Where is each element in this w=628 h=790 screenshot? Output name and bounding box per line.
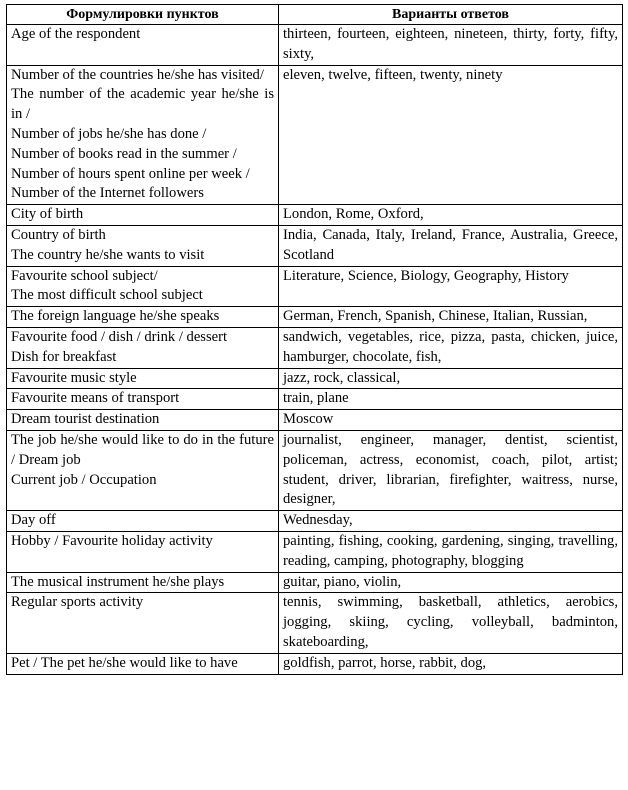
item-text: City of birth — [11, 206, 84, 223]
answers-cell: Moscow — [279, 410, 623, 431]
table-row — [7, 65, 623, 205]
item-cell — [7, 65, 279, 205]
answers-cell: painting, fishing, cooking, gardening, singing, travelling, reading, camping, photography, blogging — [279, 531, 623, 572]
table-row — [7, 25, 623, 66]
item-cell — [7, 511, 279, 532]
item-cell — [7, 25, 279, 66]
item-text: Number of jobs he/she has done / — [11, 125, 207, 142]
item-text: Favourite school subject/ — [11, 267, 158, 284]
item-cell — [7, 368, 279, 389]
answers-cell: thirteen, fourteen, eighteen, nineteen, thirty, forty, fifty, sixty, — [279, 25, 623, 66]
table-row — [7, 531, 623, 572]
item-text: Number of books read in the summer / — [11, 145, 237, 162]
item-cell — [7, 410, 279, 431]
answers-cell: Literature, Science, Biology, Geography, History — [279, 266, 623, 307]
item-text: The country he/she wants to visit — [11, 246, 205, 263]
item-text: The most difficult school subject — [11, 287, 203, 304]
item-text: Current job / Occupation — [11, 471, 157, 488]
answers-cell: journalist, engineer, manager, dentist, scientist, policeman, actress, economist, coach, pilot, artist; student, driver, librarian, firefighter, waitress, nurse, designer, — [279, 430, 623, 510]
item-cell — [7, 266, 279, 307]
answers-cell: goldfish, parrot, horse, rabbit, dog, — [279, 653, 623, 674]
table-row — [7, 327, 623, 368]
document-page — [6, 4, 622, 675]
answers-cell: Wednesday, — [279, 511, 623, 532]
item-text: Pet / The pet he/she would like to have — [11, 654, 238, 671]
table-body — [7, 25, 623, 675]
item-cell — [7, 327, 279, 368]
item-cell — [7, 593, 279, 653]
table-row — [7, 225, 623, 266]
table-row — [7, 389, 623, 410]
item-text: The foreign language he/she speaks — [11, 308, 220, 325]
table-row — [7, 410, 623, 431]
answers-cell: jazz, rock, classical, — [279, 368, 623, 389]
item-cell — [7, 307, 279, 328]
table-row — [7, 368, 623, 389]
item-cell — [7, 572, 279, 593]
item-text: The number of the academic year he/she is in / — [11, 86, 274, 123]
item-text: The job he/she would like to do in the future / Dream job — [11, 431, 274, 468]
answers-cell: eleven, twelve, fifteen, twenty, ninety — [279, 65, 623, 205]
item-text: Hobby / Favourite holiday activity — [11, 532, 213, 549]
item-cell — [7, 653, 279, 674]
item-cell — [7, 430, 279, 510]
item-text: Day off — [11, 512, 56, 529]
item-cell — [7, 225, 279, 266]
table-row — [7, 593, 623, 653]
item-text: Dish for breakfast — [11, 348, 117, 365]
item-text: The musical instrument he/she plays — [11, 573, 225, 590]
table-header-row — [7, 5, 623, 25]
item-text: Favourite means of transport — [11, 390, 180, 407]
item-text: Age of the respondent — [11, 26, 141, 42]
item-text: Number of the Internet followers — [11, 185, 204, 202]
item-cell — [7, 389, 279, 410]
item-text: Regular sports activity — [11, 594, 144, 611]
answers-cell: tennis, swimming, basketball, athletics, aerobics, jogging, skiing, cycling, volleyball, badminton, skateboarding, — [279, 593, 623, 653]
answers-cell: train, plane — [279, 389, 623, 410]
column-header-answers: Варианты ответов — [279, 5, 623, 25]
answers-cell: German, French, Spanish, Chinese, Italian, Russian, — [279, 307, 623, 328]
answers-cell: India, Canada, Italy, Ireland, France, Australia, Greece, Scotland — [279, 225, 623, 266]
answers-cell: sandwich, vegetables, rice, pizza, pasta, chicken, juice, hamburger, chocolate, fish, — [279, 327, 623, 368]
table-row — [7, 205, 623, 226]
column-header-items: Формулировки пунктов — [7, 5, 279, 25]
item-text: Country of birth — [11, 226, 106, 243]
item-text: Dream tourist destination — [11, 411, 160, 428]
item-cell — [7, 205, 279, 226]
item-text: Favourite music style — [11, 369, 137, 386]
table-row — [7, 307, 623, 328]
table-row — [7, 266, 623, 307]
survey-table — [6, 4, 623, 675]
item-text: Favourite food / dish / drink / dessert — [11, 328, 228, 345]
item-text: Number of hours spent online per week / — [11, 165, 250, 182]
answers-cell: London, Rome, Oxford, — [279, 205, 623, 226]
item-text: Number of the countries he/she has visited/ — [11, 66, 264, 83]
table-row — [7, 511, 623, 532]
table-row — [7, 430, 623, 510]
table-row — [7, 572, 623, 593]
table-row — [7, 653, 623, 674]
item-cell — [7, 531, 279, 572]
answers-cell: guitar, piano, violin, — [279, 572, 623, 593]
